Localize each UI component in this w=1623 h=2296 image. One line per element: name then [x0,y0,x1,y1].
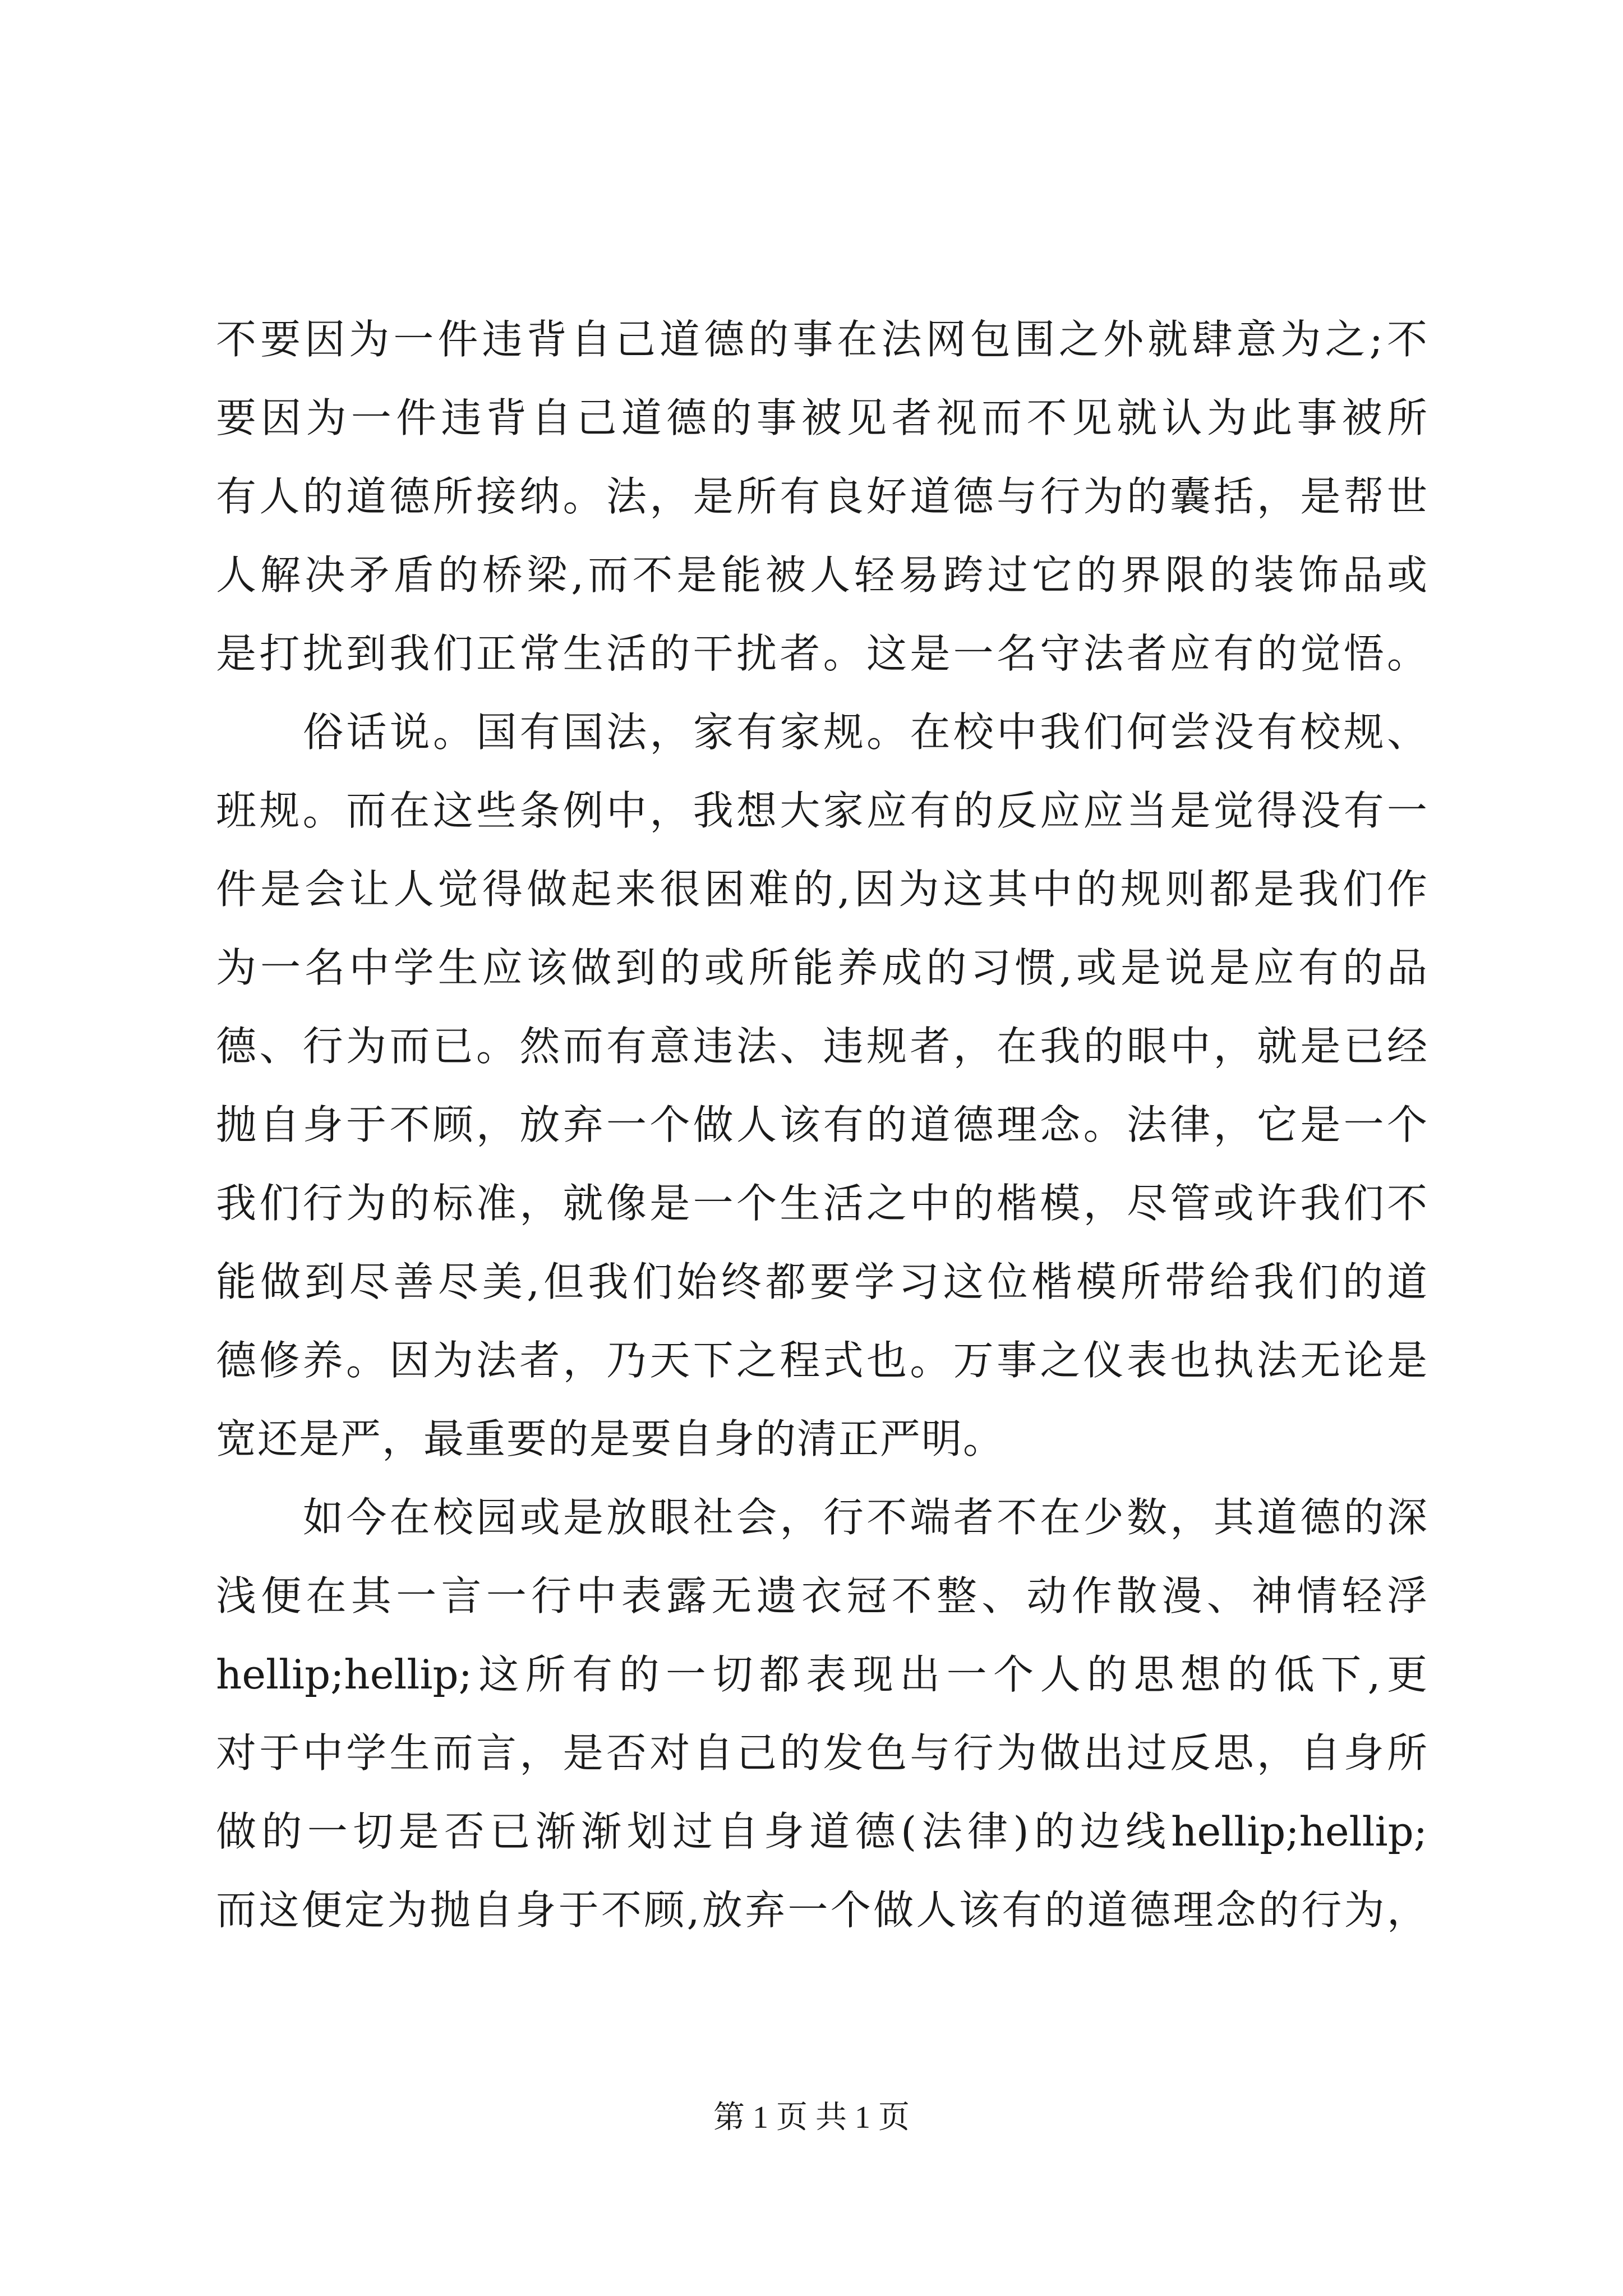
text-line: 德、行为而已。然而有意违法、违规者，在我的眼中，就是已经 [216,1023,1427,1070]
text-line: 人解决矛盾的桥梁,而不是能被人轻易跨过它的界限的装饰品或 [216,551,1427,599]
page-number-label: 第 1 页 共 1 页 [713,2100,910,2135]
text-line: 是打扰到我们正常生活的干扰者。这是一名守法者应有的觉悟。 [216,630,1427,677]
text-line: 有人的道德所接纳。法，是所有良好道德与行为的囊括，是帮世 [216,473,1427,520]
body-text [216,300,1427,1949]
text-line: 件是会让人觉得做起来很困难的,因为这其中的规则都是我们作 [216,866,1427,913]
text-line: 而这便定为抛自身于不顾,放弃一个做人该有的道德理念的行为， [216,1887,1427,1934]
text-line: 俗话说。国有国法，家有家规。在校中我们何尝没有校规、 [303,708,1427,756]
text-line: 如今在校园或是放眼社会，行不端者不在少数，其道德的深 [303,1494,1427,1541]
text-line: 要因为一件违背自己道德的事被见者视而不见就认为此事被所 [216,394,1427,441]
text-line: 抛自身于不顾，放弃一个做人该有的道德理念。法律，它是一个 [216,1101,1427,1148]
text-line: 德修养。因为法者，乃天下之程式也。万事之仪表也执法无论是 [216,1337,1427,1384]
text-line: 对于中学生而言，是否对自己的发色与行为做出过反思，自身所 [216,1729,1427,1777]
text-line: 不要因为一件违背自己道德的事在法网包围之外就肆意为之;不 [216,316,1427,363]
text-line: 为一名中学生应该做到的或所能养成的习惯,或是说是应有的品 [216,944,1427,991]
page-footer [0,2095,1623,2140]
text-line: 我们行为的标准，就像是一个生活之中的楷模，尽管或许我们不 [216,1180,1427,1227]
text-line: 班规。而在这些条例中，我想大家应有的反应应当是觉得没有一 [216,787,1427,834]
text-line: 宽还是严，最重要的是要自身的清正严明。 [216,1415,1005,1462]
text-line: hellip;hellip;这所有的一切都表现出一个人的思想的低下,更 [216,1651,1427,1698]
text-line: 能做到尽善尽美,但我们始终都要学习这位楷模所带给我们的道 [216,1258,1427,1305]
text-line: 浅便在其一言一行中表露无遗衣冠不整、动作散漫、神情轻浮 [216,1572,1427,1619]
text-line: 做的一切是否已渐渐划过自身道德(法律)的边线hellip;hellip; [216,1808,1427,1855]
